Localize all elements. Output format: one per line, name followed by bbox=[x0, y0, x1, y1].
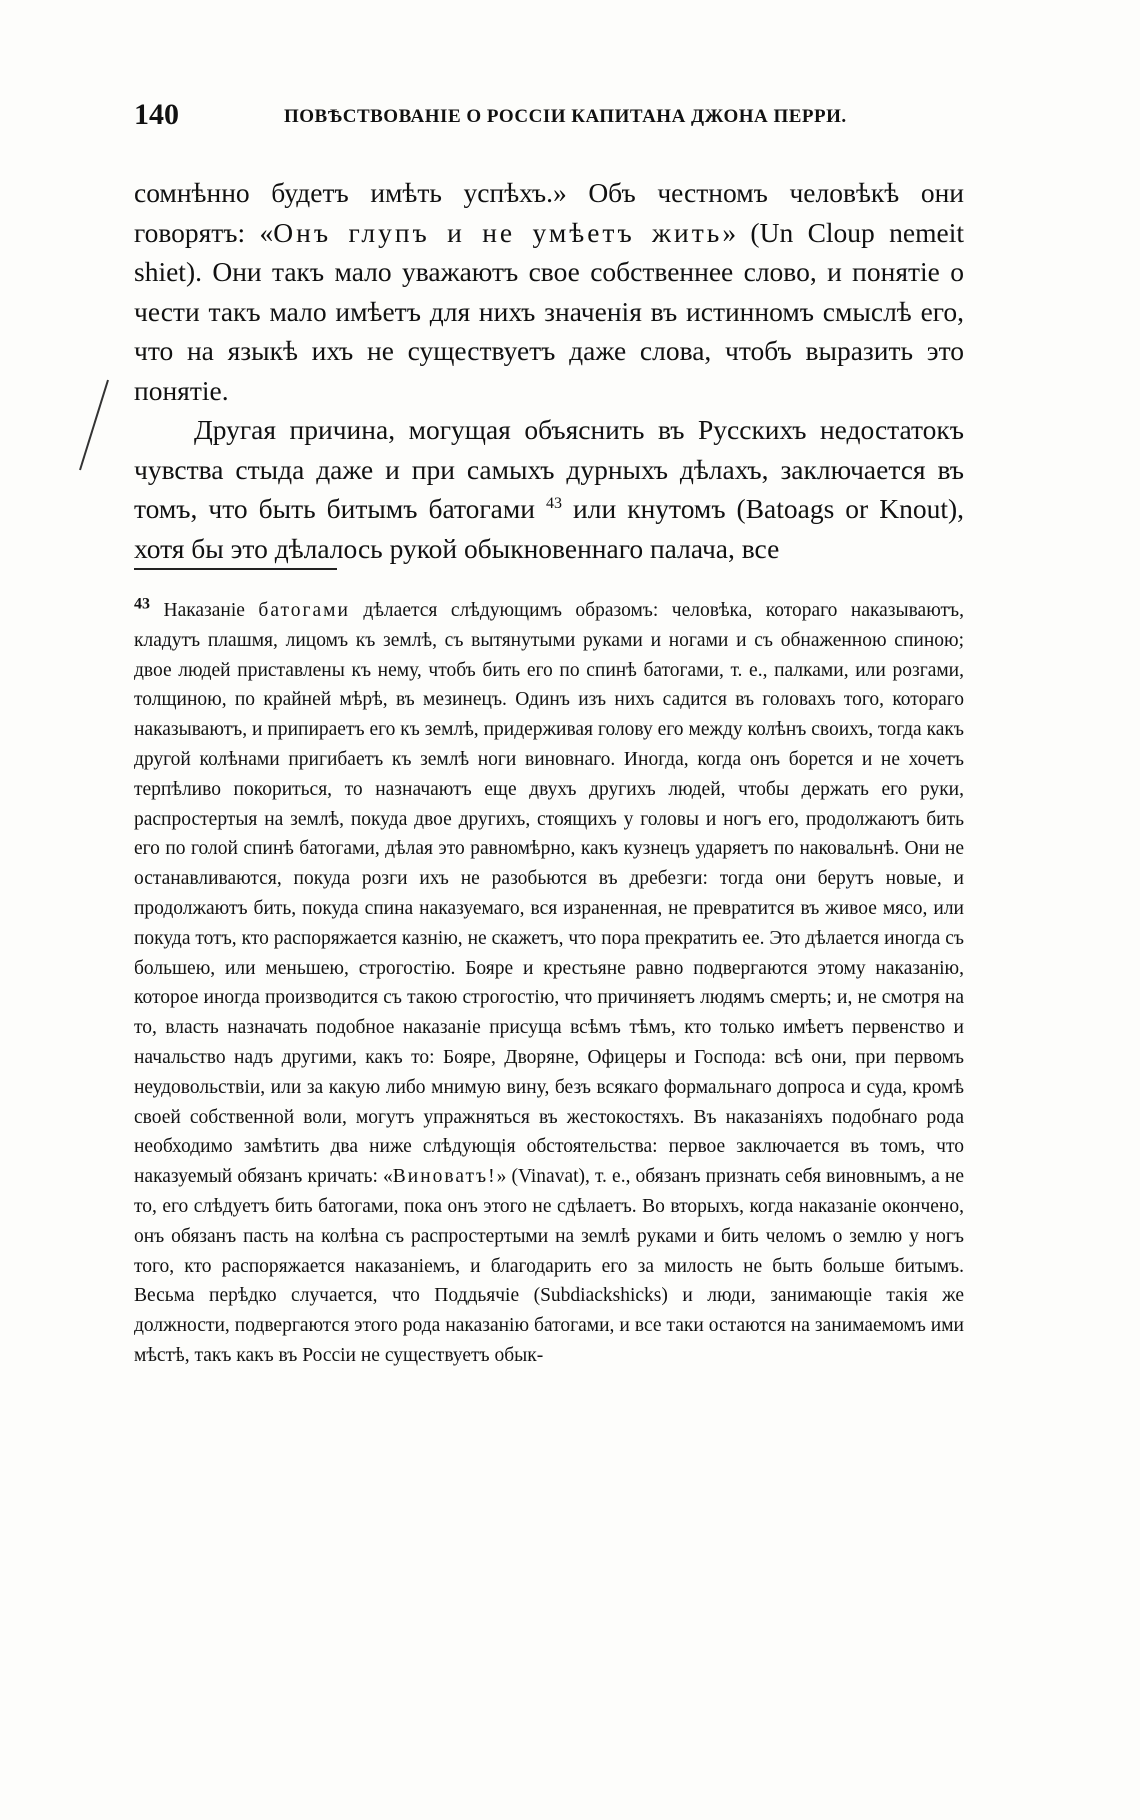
paragraph-2-part-b: или кнутомъ (Batoags or Knout), хотя бы это дѣлалось рукой обыкновеннаго палача, все bbox=[134, 493, 965, 564]
page-header bbox=[134, 98, 974, 138]
paragraph-1-part-c: » (Un Cloup nemeit shiet). Они такъ мало уважаютъ свое собственнее слово, и понятіе о чести такъ мало имѣетъ для нихъ значенія въ истинномъ смыслѣ его, что на языкѣ ихъ не существуетъ даже слова, чтобъ выразить это понятіе. bbox=[134, 216, 964, 406]
paragraph-1 bbox=[134, 173, 964, 410]
footnote-part-c: дѣлается слѣдующимъ образомъ: человѣка, котораго наказываютъ, кладутъ плашмя, лицомъ къ землѣ, съ вытянутыми руками и ногами и съ обнаженною спиною; двое людей приставлены къ нему, чтобъ бить его по спинѣ батогами, т. е., палками, или розгами, толщиною, по крайней мѣрѣ, въ мезинецъ. Одинъ изъ нихъ садится въ головахъ того, котораго наказываютъ, и припираетъ его къ землѣ, придерживая голову его между колѣнъ своихъ, тогда какъ другой колѣнами пригибаетъ къ землѣ ноги виновнаго. Иногда, когда онъ борется и не хочетъ терпѣливо покориться, то назначаютъ еще двухъ другихъ людей, чтобы держать его руки, распростертыя на землѣ, покуда двое другихъ, стоящихъ у головы и ногъ его, продолжаютъ бить его по голой спинѣ батогами, дѣлая это равномѣрно, какъ кузнецъ ударяетъ по наковальнѣ. Они не останавливаются, покуда розги ихъ не разобьются въ дребезги: тогда они берутъ новые, и продолжаютъ бить, покуда спина наказуемаго, вся израненная, не превратится въ живое мясо, или покуда тотъ, кто распоряжается казнію, не скажетъ, что пора прекратить ее. Это дѣлается иногда съ большею, или меньшею, строгостію. Бояре и крестьяне равно подвергаются этому наказанію, которое иногда производится съ такою строгостію, что причиняетъ людямъ смерть; и, не смотря на то, власть назначать подобное наказаніе присуща всѣмъ тѣмъ, кто только имѣетъ первенство и начальство надъ другими, какъ то: Бояре, Дворяне, Офицеры и Господа: всѣ они, при первомъ неудовольствіи, или за какую либо мнимую вину, безъ всякаго формальнаго допроса и суда, кромѣ своей собственной воли, могутъ упражняться въ жестокостяхъ. Въ наказаніяхъ подобнаго рода необходимо замѣтить два ниже слѣдующія обстоятельства: первое заключается въ томъ, что наказуемый обязанъ кричать: « bbox=[134, 600, 965, 1188]
footnote-part-e: » (Vinavat), т. е., обязанъ признать себя виновнымъ, а не то, его слѣдуетъ бить батогами, пока онъ этого не сдѣлаетъ. Во вторыхъ, когда наказаніе окончено, онъ обязанъ пасть на колѣна съ распростертыми на землѣ руками и бить челомъ о землю у ногъ того, кто распоряжается наказаніемъ, и благодарить его за милость не быть больше битымъ. Весьма перѣдко случается, что Поддьячіе (Subdiackshicks) и люди, занимающіе такія же должности, подвергаются этого рода наказанію батогами, и все таки остаются на занимаемомъ ими мѣстѣ, такъ какъ въ Россіи не существуетъ обык- bbox=[134, 1166, 964, 1366]
footnote bbox=[134, 596, 964, 1371]
footnote-number: 43 bbox=[134, 595, 150, 613]
margin-pencil-mark bbox=[72, 378, 132, 478]
paragraph-2-part-a: Другая причина, могущая объяснить въ Русскихъ недостатокъ чувства стыда даже и при самыхъ дурныхъ дѣлахъ, заключается въ томъ, что быть битымъ батогами bbox=[134, 414, 964, 524]
paragraph-2 bbox=[134, 410, 964, 568]
footnote-divider bbox=[134, 568, 337, 570]
main-text bbox=[134, 173, 964, 568]
footnote-part-a: Наказаніе bbox=[150, 600, 259, 621]
emphasized-quote: Онъ глупъ и не умѣетъ жить bbox=[273, 216, 723, 248]
footnote-term: батогами bbox=[258, 600, 350, 621]
paragraph-1-part-a: сомнѣнно будетъ имѣть успѣхъ.» Объ честномъ человѣкѣ они говорятъ: « bbox=[134, 177, 964, 248]
footnote-quote: Виноватъ! bbox=[392, 1166, 497, 1188]
page-number: 140 bbox=[134, 98, 179, 131]
running-title: ПОВѢСТВОВАНІЕ О РОССІИ КАПИТАНА ДЖОНА ПЕРРИ. bbox=[284, 106, 847, 127]
footnote-reference: 43 bbox=[546, 494, 563, 512]
